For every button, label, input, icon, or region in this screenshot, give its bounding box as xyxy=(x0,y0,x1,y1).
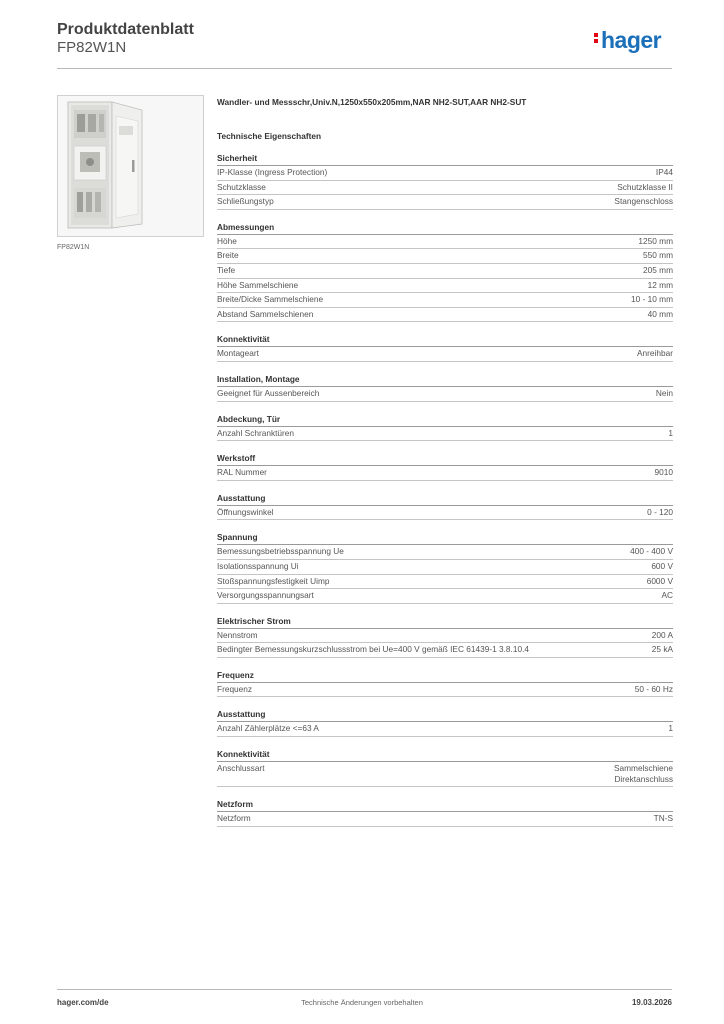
property-section xyxy=(217,670,673,698)
property-label: Schutzklasse xyxy=(217,181,266,192)
section-title: Abmessungen xyxy=(217,222,673,235)
property-label: Anzahl Schranktüren xyxy=(217,427,295,438)
property-row xyxy=(217,166,673,181)
property-row xyxy=(217,812,673,827)
property-label: Stoßspannungsfestigkeit Uimp xyxy=(217,575,330,586)
property-label: Frequenz xyxy=(217,683,253,694)
property-value: 25 kA xyxy=(651,644,673,655)
property-section xyxy=(217,153,673,210)
property-value: 10 - 10 mm xyxy=(631,294,673,305)
property-label: IP-Klasse (Ingress Protection) xyxy=(217,167,328,177)
property-section xyxy=(217,493,673,521)
property-row xyxy=(217,575,673,590)
meter-cabinet-illustration xyxy=(58,96,203,236)
logo-text: hager xyxy=(601,27,662,53)
property-value: 200 A xyxy=(651,629,673,640)
property-label: Schließungstyp xyxy=(217,196,274,207)
property-row xyxy=(217,722,673,737)
property-value xyxy=(614,762,673,786)
section-title: Konnektivität xyxy=(217,334,673,347)
footer-website: hager.com/de xyxy=(57,998,109,1007)
datasheet-content xyxy=(217,96,673,827)
property-row xyxy=(217,279,673,294)
image-caption: FP82W1N xyxy=(57,244,90,251)
property-section xyxy=(217,334,673,362)
property-row xyxy=(217,308,673,323)
section-title: Sicherheit xyxy=(217,153,673,166)
property-row xyxy=(217,589,673,604)
document-title: Produktdatenblatt xyxy=(57,21,194,38)
property-label: Breite/Dicke Sammelschiene xyxy=(217,294,324,305)
property-value: 205 mm xyxy=(643,264,673,275)
property-row xyxy=(217,762,673,787)
property-row xyxy=(217,427,673,442)
property-value-line: Sammelschiene xyxy=(613,763,673,774)
property-label: Netzform xyxy=(217,813,251,824)
section-title: Spannung xyxy=(217,532,673,545)
section-title: Frequenz xyxy=(217,670,673,683)
property-label: Versorgungsspannungsart xyxy=(217,590,314,601)
property-value: 550 mm xyxy=(643,250,673,261)
property-label: Breite xyxy=(217,250,239,261)
property-section xyxy=(217,616,673,658)
property-value: 6000 V xyxy=(646,575,673,586)
section-title: Konnektivität xyxy=(217,749,673,762)
property-section xyxy=(217,709,673,737)
property-value: 600 V xyxy=(651,560,673,571)
property-section xyxy=(217,414,673,442)
property-row xyxy=(217,629,673,644)
property-value: 50 - 60 Hz xyxy=(634,683,673,694)
property-value: Nein xyxy=(655,387,673,398)
section-title: Werkstoff xyxy=(217,453,673,466)
property-section xyxy=(217,374,673,402)
property-row xyxy=(217,545,673,560)
property-row xyxy=(217,264,673,279)
property-section xyxy=(217,749,673,787)
property-label: Anschlussart xyxy=(217,763,265,774)
property-label: Tiefe xyxy=(217,264,236,275)
property-value: IP44 xyxy=(655,167,673,177)
property-label: RAL Nummer xyxy=(217,467,267,478)
property-value: TN-S xyxy=(653,813,673,824)
section-title: Ausstattung xyxy=(217,709,673,722)
property-row xyxy=(217,643,673,658)
property-value: 0 - 120 xyxy=(647,506,673,517)
property-row xyxy=(217,387,673,402)
property-value: 40 mm xyxy=(647,308,673,319)
section-title: Abdeckung, Tür xyxy=(217,414,673,427)
product-description: Wandler- und Messschr,Univ.N,1250x550x205mm,NAR NH2-SUT,AAR NH2-SUT xyxy=(217,97,527,107)
property-section xyxy=(217,799,673,827)
property-row xyxy=(217,293,673,308)
section-title: Ausstattung xyxy=(217,493,673,506)
property-value: Stangenschloss xyxy=(614,196,673,207)
property-value: Anreihbar xyxy=(637,348,673,359)
property-value: 12 mm xyxy=(647,279,673,290)
property-label: Höhe xyxy=(217,235,237,246)
property-row xyxy=(217,195,673,210)
property-label: Öffnungswinkel xyxy=(217,506,274,517)
hager-logo xyxy=(594,29,661,52)
property-label: Nennstrom xyxy=(217,629,258,640)
property-label: Bemessungsbetriebsspannung Ue xyxy=(217,546,344,557)
property-row xyxy=(217,347,673,362)
property-label: Bedingter Bemessungskurzschlussstrom bei Ue=400 V gemäß IEC 61439-1 3.8.10.4 xyxy=(217,644,529,655)
technical-properties-heading: Technische Eigenschaften xyxy=(217,131,322,141)
section-title: Netzform xyxy=(217,799,673,812)
property-label: Höhe Sammelschiene xyxy=(217,279,299,290)
header-divider xyxy=(57,68,672,69)
property-label: Abstand Sammelschienen xyxy=(217,308,314,319)
property-value: 400 - 400 V xyxy=(630,546,673,557)
property-value: 1250 mm xyxy=(638,235,673,246)
property-section xyxy=(217,532,673,603)
property-value-line: Direktanschluss xyxy=(614,774,673,785)
property-value: AC xyxy=(661,590,673,601)
property-row xyxy=(217,235,673,250)
footer-date: 19.03.2026 xyxy=(631,998,672,1007)
property-label: Anzahl Zählerplätze <=63 A xyxy=(217,723,319,734)
property-label: Isolationsspannung Ui xyxy=(217,560,299,571)
property-value: 9010 xyxy=(654,467,673,478)
property-row xyxy=(217,466,673,481)
property-label: Montageart xyxy=(217,348,259,359)
property-sections xyxy=(217,153,673,827)
property-row xyxy=(217,683,673,698)
property-section xyxy=(217,222,673,323)
property-row xyxy=(217,181,673,196)
logo-dots-icon xyxy=(594,31,599,45)
property-row xyxy=(217,249,673,264)
footer-divider xyxy=(57,989,672,990)
section-title: Installation, Montage xyxy=(217,374,673,387)
footer-disclaimer: Technische Änderungen vorbehalten xyxy=(301,998,423,1007)
property-row xyxy=(217,560,673,575)
property-section xyxy=(217,453,673,481)
property-value: 1 xyxy=(668,723,673,734)
section-title: Elektrischer Strom xyxy=(217,616,673,629)
property-value: 1 xyxy=(668,427,673,438)
article-number: FP82W1N xyxy=(57,39,127,56)
product-image xyxy=(57,95,204,237)
property-value: Schutzklasse II xyxy=(617,181,673,192)
property-label: Geeignet für Aussenbereich xyxy=(217,387,320,398)
property-row xyxy=(217,506,673,521)
